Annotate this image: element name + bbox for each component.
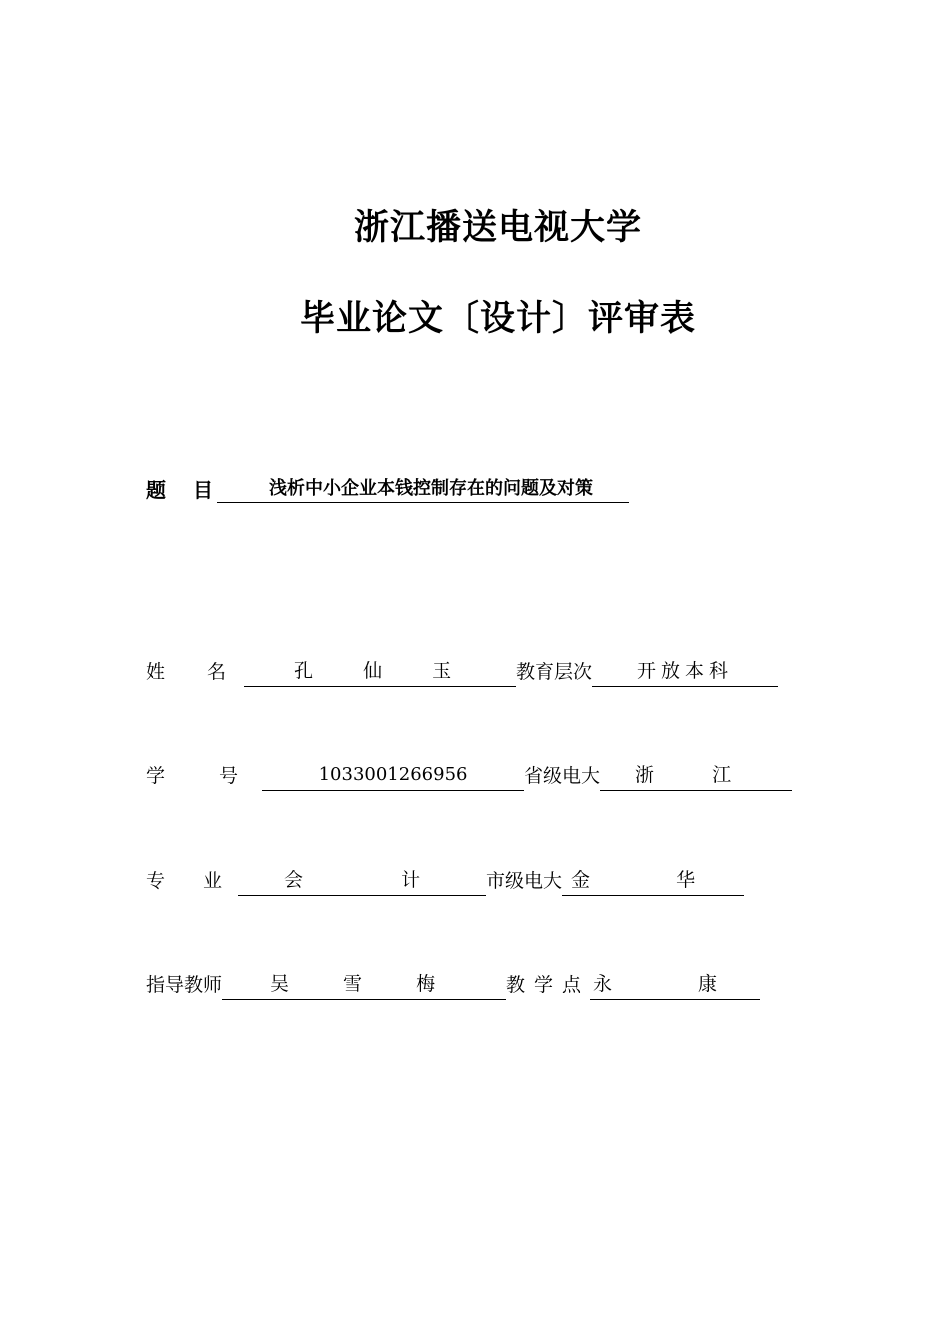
advisor-label: 指导教师 [146,974,223,996]
teaching-site-label: 教学点 [506,974,591,996]
university-title: 浙江播送电视大学 [353,208,642,248]
provincial-tvu-value: 浙 江 [600,760,792,791]
student-id-row [146,760,792,792]
advisor-value-wrap [222,969,506,1000]
topic-row [146,474,629,506]
name-row [146,656,778,688]
municipal-tvu-value: 金 华 [562,865,744,896]
student-id-value: 1033001266956 [262,760,524,791]
topic-value: 浅析中小企业本钱控制存在的问题及对策 [217,474,629,503]
name-value-wrap [244,656,516,687]
form-title: 毕业论文〔设计〕评审表 [299,299,696,339]
major-row [146,865,744,897]
name-label: 姓 名 [146,661,245,683]
municipal-tvu-label: 市级电大 [486,870,563,892]
advisor-value: 吴 雪 梅 [270,973,460,995]
major-label: 专 业 [146,870,239,892]
major-value-wrap [238,865,486,896]
provincial-tvu-label: 省级电大 [524,765,601,787]
advisor-row [146,969,760,1001]
education-level-label: 教育层次 [516,661,593,683]
name-value: 孔 仙 玉 [294,660,474,682]
student-id-label: 学 号 [146,765,263,787]
topic-label: 题 目 [146,478,223,502]
education-level-value: 开放本科 [592,656,778,687]
major-value: 会 计 [284,869,467,891]
teaching-site-value: 永 康 [590,969,760,1000]
